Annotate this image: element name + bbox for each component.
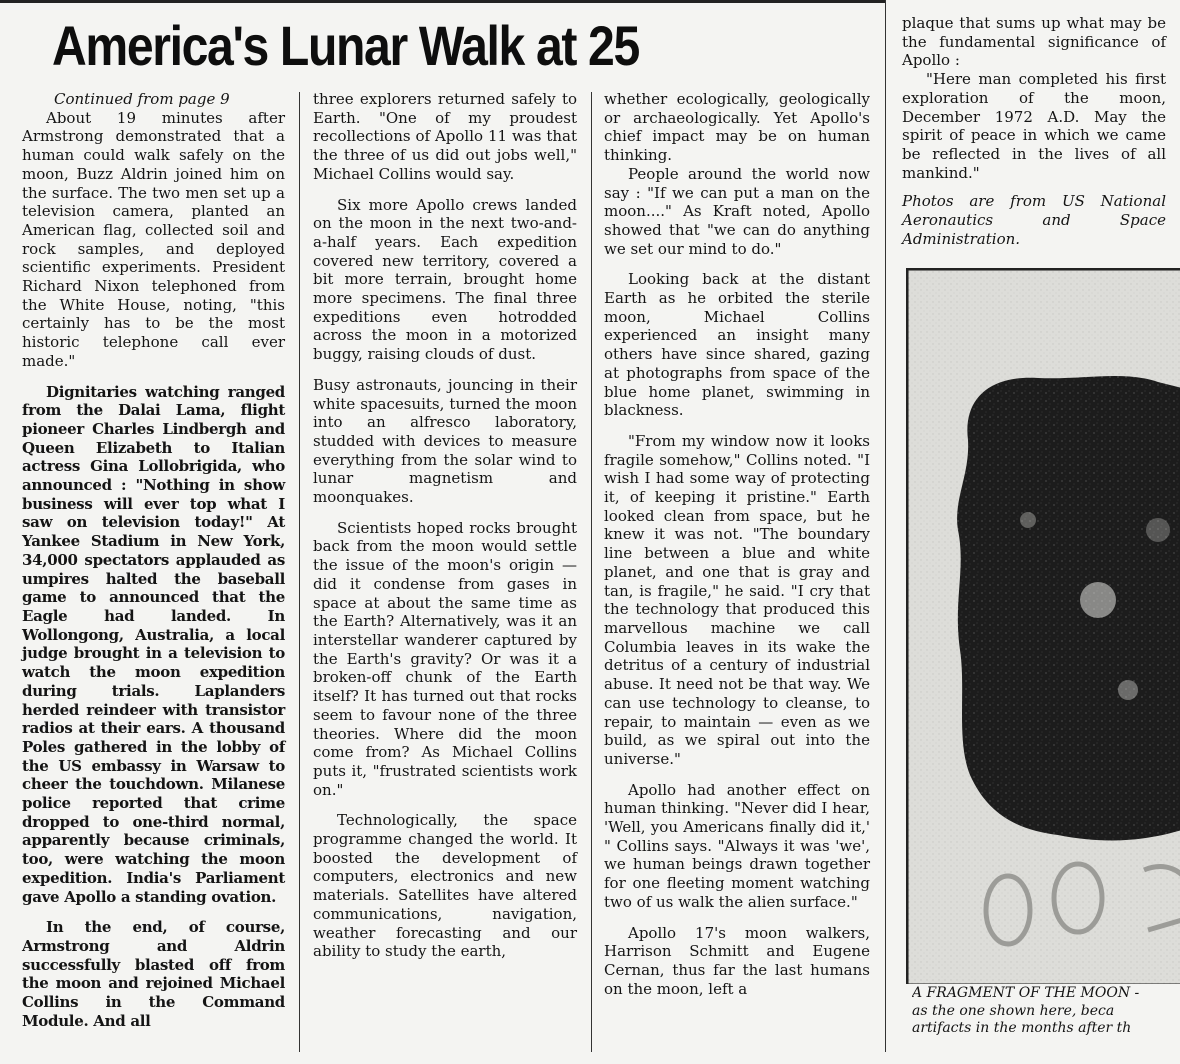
column-divider-1	[299, 92, 300, 1052]
headline: America's Lunar Walk at 25	[52, 14, 639, 77]
caption-line-2: as the one shown here, beca	[912, 1002, 1115, 1019]
column-2-paragraph-5: Technologically, the space programme changed the world. It boosted the development of computers, electronics and new materials. Satellites have altered communications, navigation, weather forecasting and our ability to study the earth,	[313, 811, 577, 961]
column-3-paragraph-4: "From my window now it looks fragile somehow," Collins noted. "I wish I had some way of protecting it, of keeping it pristine." Earth looked clean from space, but he knew it was not. "The boundary line between a blue and white planet, and one that is gray and tan, is fragile," he said. "I cry that the technology that produced this marvellous machine we call Columbia leaves in its wake the detritus of a century of industrial abuse. It need not be that way. We can use technology to cleanse, to repair, to maintain — even as we build, as we spiral out into the universe."	[604, 431, 870, 768]
column-1-paragraph-1: About 19 minutes after Armstrong demonstrated that a human could walk safely on the moon, Buzz Aldrin joined him on the surface. The two men set up a television camera, planted an American flag, collected soil and rock samples, and deployed scientific experiments. President Richard Nixon telephoned from the White House, noting, "this certainly has to be the most historic telephone call ever made."	[22, 108, 285, 370]
column-2	[313, 90, 577, 961]
column-3-paragraph-6: Apollo 17's moon walkers, Harrison Schmitt and Eugene Cernan, thus far the last humans on the moon, left a	[604, 923, 870, 998]
column-1-paragraph-3: In the end, of course, Armstrong and Aldrin successfully blasted off from the moon and rejoined Michael Collins in the Command Module. And all	[22, 918, 285, 1030]
continued-note: Continued from page 9	[54, 90, 230, 108]
photo-caption	[912, 985, 1180, 1038]
column-3-paragraph-1: whether ecologically, geologically or archaeologically. Yet Apollo's chief impact may be on human thinking.	[604, 90, 870, 165]
column-4-paragraph-2: "Here man completed his first exploration of the moon, December 1972 A.D. May the spirit of peace in which we came be reflected in the lives of all mankind."	[902, 70, 1166, 182]
moon-fragment-photo	[906, 268, 1180, 984]
column-1	[22, 90, 285, 1030]
column-3-paragraph-2: People around the world now say : "If we can put a man on the moon...." As Kraft noted, Apollo showed that "we can do anything we set our mind to do."	[604, 164, 870, 258]
rock-shape	[957, 376, 1180, 840]
column-divider-2	[591, 92, 592, 1052]
column-2-paragraph-3: Busy astronauts, jouncing in their white spacesuits, turned the moon into an alfresco laboratory, studded with devices to measure everything from the solar wind to lunar magnetism and moonquakes.	[313, 375, 577, 507]
column-4	[902, 14, 1166, 248]
column-1-paragraph-2: Dignitaries watching ranged from the Dalai Lama, flight pioneer Charles Lindbergh and Queen Elizabeth to Italian actress Gina Lollobrigida, who announced : "Nothing in show business will ever top what I saw on television today!" At Yankee Stadium in New York, 34,000 spectators applauded as umpires halted the baseball game to announced that the Eagle had landed. In Wollongong, Australia, a local judge brought in a television to watch the moon expedition during trials. Laplanders herded reindeer with transistor radios at their ears. A thousand Poles gathered in the lobby of the US embassy in Warsaw to cheer the touchdown. Milanese police reported that crime dropped to one-third normal, apparently because criminals, too, were watching the moon expedition. India's Parliament gave Apollo a standing ovation.	[22, 382, 285, 906]
column-4-paragraph-1: plaque that sums up what may be the fundamental significance of Apollo :	[902, 14, 1166, 70]
column-2-paragraph-1: three explorers returned safely to Earth. "One of my proudest recollections of Apollo 11 was that the three of us did out jobs well," Michael Collins would say.	[313, 90, 577, 183]
column-3-paragraph-3: Looking back at the distant Earth as he orbited the sterile moon, Michael Collins experienced an insight many others have since shared, gazing at photographs from space of the blue home planet, swimming in blackness.	[604, 270, 870, 420]
caption-line-3: artifacts in the months after th	[912, 1020, 1132, 1036]
column-2-paragraph-4: Scientists hoped rocks brought back from the moon would settle the issue of the moon's origin — did it condense from gases in space at about the same time as the Earth? Alternatively, was it an interstellar wanderer captured by the Earth's gravity? Or was it a broken-off chunk of the Earth itself? It has turned out that rocks seem to favour none of the three theories. Where did the moon come from? As Michael Collins puts it, "frustrated scientists work on."	[313, 518, 577, 799]
top-rule	[0, 0, 885, 3]
column-3	[604, 90, 870, 998]
moon-rock-image	[908, 270, 1180, 984]
column-2-paragraph-2: Six more Apollo crews landed on the moon in the next two-and-a-half years. Each expedition covered new territory, covered a bit more terrain, brought home more specimens. The final three expeditions even hotrodded across the moon in a motorized buggy, raising clouds of dust.	[313, 195, 577, 364]
photo-credit: Photos are from US National Aeronautics and Space Administration.	[902, 192, 1166, 248]
column-divider-3	[885, 0, 886, 1052]
caption-line-1: A FRAGMENT OF THE MOON -	[912, 985, 1140, 1001]
column-3-paragraph-5: Apollo had another effect on human thinking. "Never did I hear, 'Well, you Americans finally did it,' " Collins says. "Always it was 'we', we human beings drawn together for one fleeting moment watching two of us walk the alien surface."	[604, 780, 870, 911]
